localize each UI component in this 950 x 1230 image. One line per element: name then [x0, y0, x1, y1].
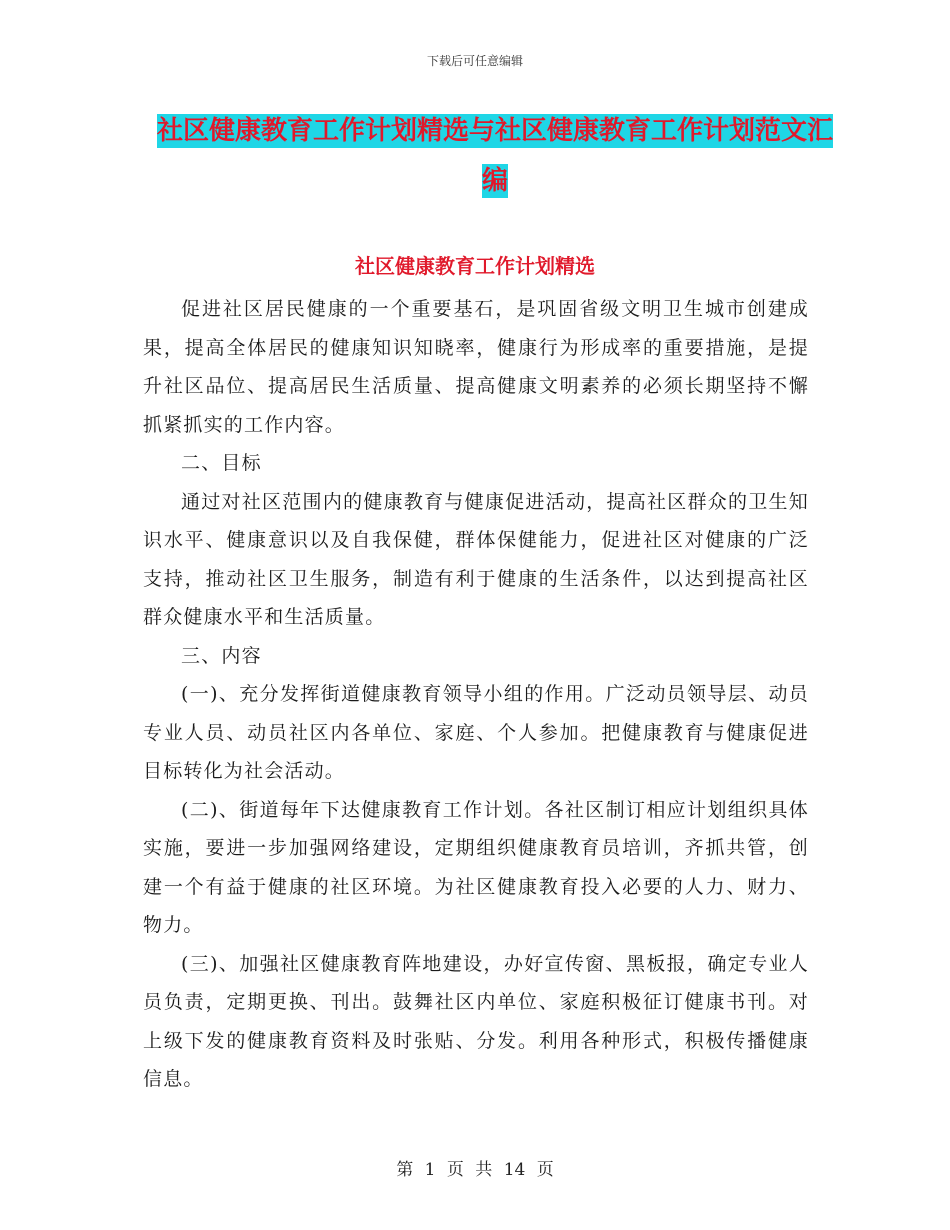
section-title: 社区健康教育工作计划精选 — [355, 254, 595, 278]
document-title — [150, 106, 840, 206]
paragraph: (三)、加强社区健康教育阵地建设，办好宣传窗、黑板报，确定专业人员负责，定期更换、刊出。鼓舞社区内单位、家庭积极征订健康书刊。对上级下发的健康教育资料及时张贴、分发。利用各种形式，积极传播健康信息。 — [143, 952, 809, 1090]
document-title-text: 社区健康教育工作计划精选与社区健康教育工作计划范文汇编 — [156, 116, 833, 196]
paragraph: (二)、街道每年下达健康教育工作计划。各社区制订相应计划组织具体实施，要进一步加强网络建设，定期组织健康教育员培训，齐抓共管，创建一个有益于健康的社区环境。为社区健康教育投入必要的人力、财力、物力。 — [143, 798, 809, 936]
paragraph: 通过对社区范围内的健康教育与健康促进活动，提高社区群众的卫生知识水平、健康意识以及自我保健，群体保健能力，促进社区对健康的广泛支持，推动社区卫生服务，制造有利于健康的生活条件，以达到提高社区群众健康水平和生活质量。 — [143, 490, 809, 628]
paragraph-heading-goal: 二、目标 — [181, 452, 262, 474]
page-header-note: 下载后可任意编辑 — [426, 54, 523, 68]
paragraph-heading-content: 三、内容 — [181, 644, 262, 667]
page-number-footer: 第 1 页 共 14 页 — [396, 1160, 554, 1180]
document-body — [143, 290, 809, 1099]
paragraph: (一)、充分发挥街道健康教育领导小组的作用。广泛动员领导层、动员专业人员、动员社区内各单位、家庭、个人参加。把健康教育与健康促进目标转化为社会活动。 — [143, 683, 809, 782]
paragraph: 促进社区居民健康的一个重要基石，是巩固省级文明卫生城市创建成果，提高全体居民的健康知识知晓率，健康行为形成率的重要措施，是提升社区品位、提高居民生活质量、提高健康文明素养的必须长期坚持不懈抓紧抓实的工作内容。 — [143, 298, 809, 436]
